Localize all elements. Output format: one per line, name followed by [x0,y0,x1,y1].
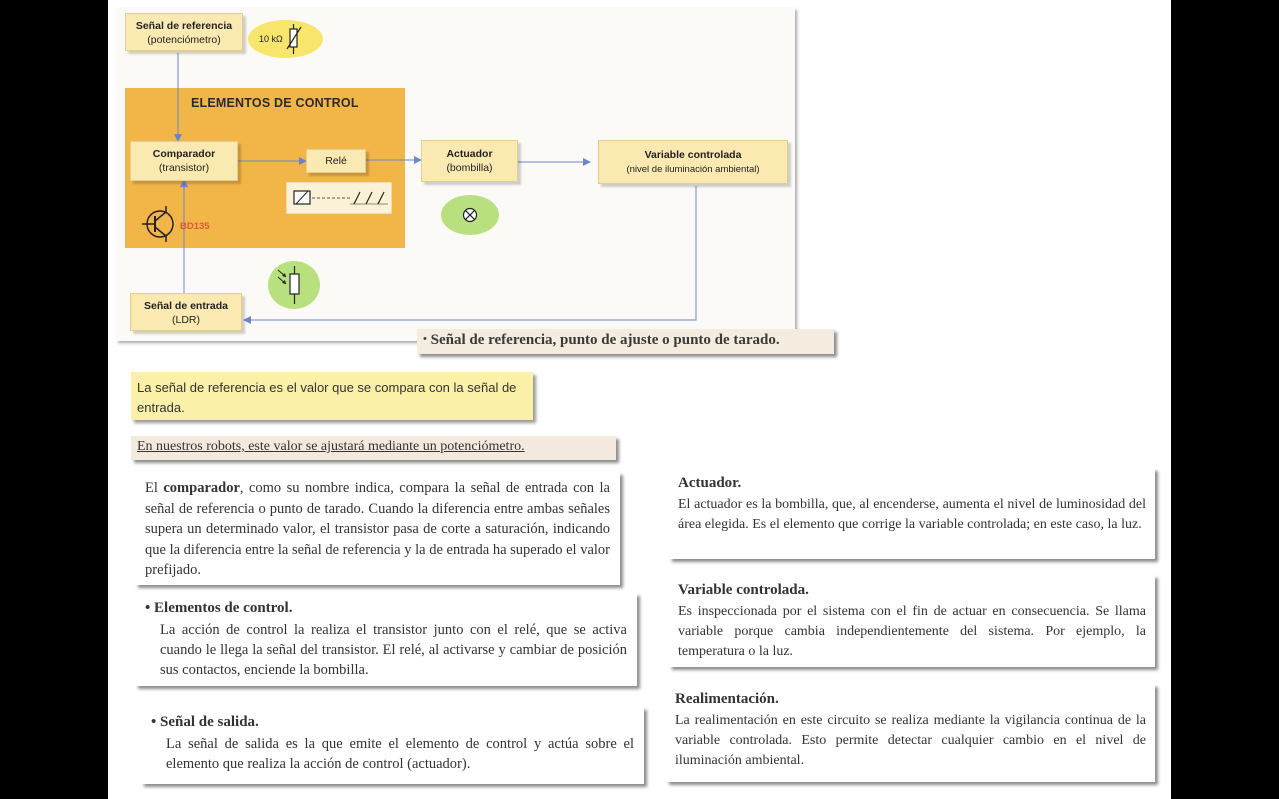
transistor-icon [142,206,178,242]
output-signal-panel [141,707,644,784]
relay-symbol-icon [286,182,392,214]
feedback-heading: Realimentación. [675,691,779,707]
control-elements-title: ELEMENTOS DE CONTROL [191,96,359,110]
caption-text: Señal de referencia, punto de ajuste o punto de tarado. [430,332,780,348]
potentiometer-note [131,436,616,460]
potentiometer-label: 10 kΩ [259,34,283,44]
comparator-post: , como su nombre indica, compara la señal de entrada con la señal de referencia o punto de tarado. Cuando la diferencia entre ambas señales supera un determinado valor, el transistor pasa de corte a saturación, indicando que la diferencia entre la señal de referencia y la de entrada ha superado el valor prefijado. [145,480,610,578]
control-elements-bullet: • [145,600,151,616]
actuator-title: Actuador [446,148,493,160]
actuator-box [421,140,518,182]
potentiometer-note-text: En nuestros robots, este valor se ajustará mediante un potenciómetro. [137,439,525,454]
controlled-variable-panel [669,575,1155,667]
control-loop-diagram [116,8,795,341]
relay-box [306,149,366,173]
caption-bullet: • [423,333,427,345]
comparator-subtitle: (transistor) [158,162,210,174]
feedback-panel [666,684,1155,782]
comparator-term: comparador [163,480,240,496]
actuator-subtitle: (bombilla) [446,162,493,174]
figure-caption [417,329,834,354]
reference-signal-subtitle: (potenciómetro) [147,34,221,46]
bulb-icon [462,207,478,223]
feedback-body: La realimentación en este circuito se realiza mediante la vigilancia continua de la variable controlada. Esto permite detectar cualquier cambio en el nivel de iluminación ambiental. [675,713,1146,768]
actuator-body: El actuador es la bombilla, que, al encenderse, aumenta el nivel de luminosidad del área elegida. Es el elemento que corrige la variable controlada; en este caso, la luz. [678,497,1146,532]
control-elements-heading [145,598,627,618]
reference-signal-box [125,13,243,51]
control-elements-heading-text: Elementos de control. [154,600,293,616]
controlled-variable-box [598,140,788,184]
ldr-icon [276,264,310,306]
input-signal-subtitle: (LDR) [172,314,200,326]
control-elements-body: La acción de control la realiza el transistor junto con el relé, que se activa cuando le llega la señal del transistor. El relé, al activarse y cambiar de posición sus contactos, enciende la bombilla. [160,622,627,678]
output-signal-heading-text: Señal de salida. [160,714,259,730]
reference-definition [131,372,533,420]
page [108,0,1171,799]
comparator-pre: El [145,480,164,496]
control-elements-panel [135,593,637,686]
controlled-variable-subtitle: (nivel de iluminación ambiental) [626,164,760,175]
input-signal-title: Señal de entrada [143,300,229,312]
reference-signal-title: Señal de referencia [135,20,233,32]
transistor-label: BD135 [180,221,210,232]
actuator-heading: Actuador. [678,475,742,491]
relay-title: Relé [325,155,347,167]
actuator-panel [669,468,1155,559]
reference-definition-text: La señal de referencia es el valor que se compara con la señal de entrada. [137,380,517,415]
controlled-variable-body: Es inspeccionada por el sistema con el fin de actuar en consecuencia. Se llama variable porque cambia independientemente del sistema. Por ejemplo, la temperatura o la luz. [678,604,1146,659]
output-signal-heading [151,712,634,732]
controlled-variable-title: Variable controlada [644,149,742,161]
comparator-box [130,141,238,181]
input-signal-box [130,293,242,331]
output-signal-body: La señal de salida es la que emite el elemento de control y actúa sobre el elemento que realiza la acción de control (actuador). [166,736,634,772]
controlled-variable-heading: Variable controlada. [678,582,809,598]
comparator-title: Comparador [152,148,216,160]
comparator-paragraph [145,478,610,581]
comparator-panel [135,472,620,585]
potentiometer-icon [286,24,302,54]
output-signal-bullet: • [151,714,157,730]
